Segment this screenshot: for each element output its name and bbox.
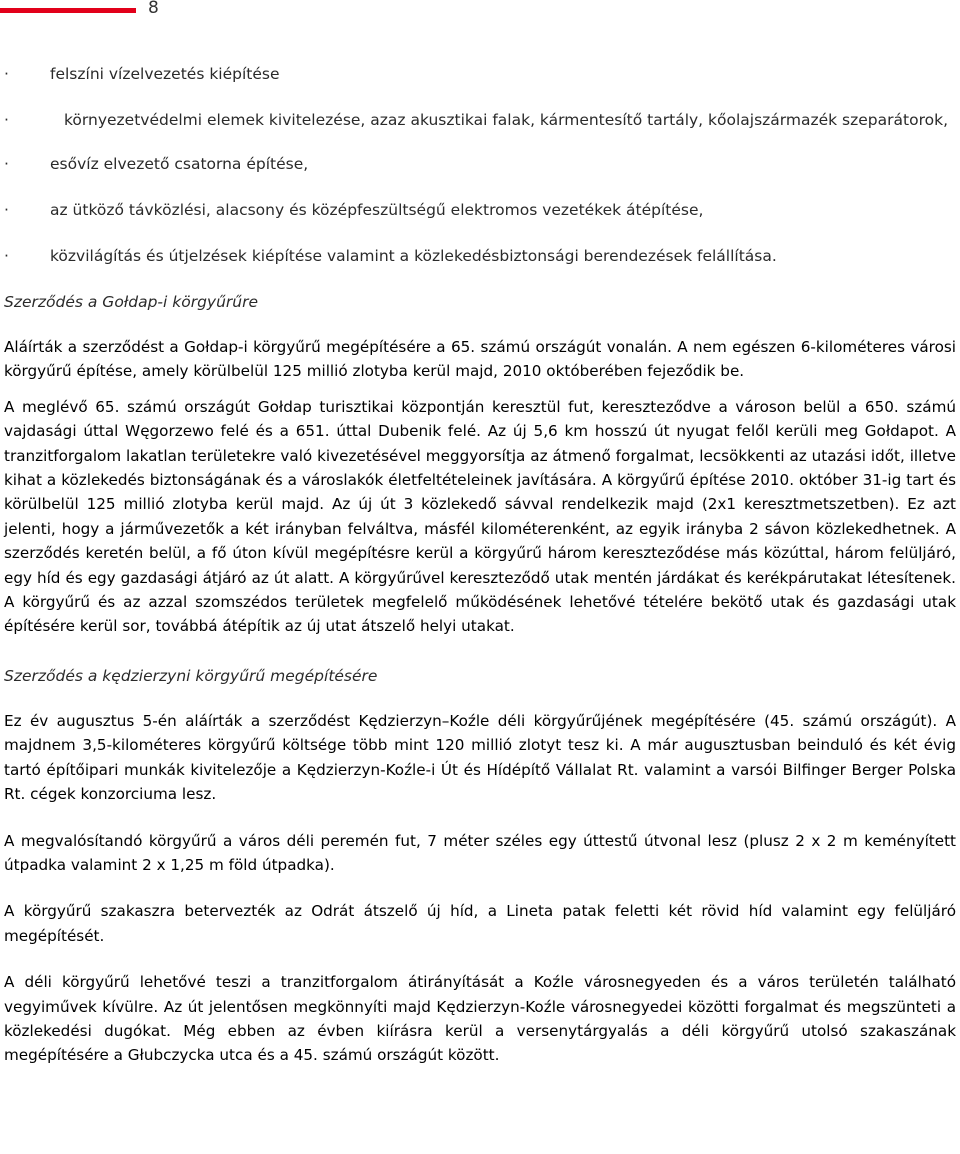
list-item [4,108,956,132]
bullet-list [4,62,956,268]
list-item-text: környezetvédelmi elemek kivitelezése, azaz akusztikai falak, kármentesítő tartály, kőolajszármazék szeparátorok, [64,111,948,129]
list-item [4,198,956,222]
list-item-text: az ütköző távközlési, alacsony és középfeszültségű elektromos vezetékek átépítése, [50,201,704,219]
section-heading-kedzierzyn: Szerződés a kędzierzyni körgyűrű megépítésére [4,666,378,685]
paragraph: Ez év augusztus 5-én aláírták a szerződést Kędzierzyn–Koźle déli körgyűrűjének megépítésére (45. számú országút). A majdnem 3,5-kilométeres körgyűrű költsége több mint 120 millió zlotyt tesz ki. A már augusztusban beinduló és két évig tartó építőipari munkák kivitelezője a Kędzierzyn-Koźle-i Út és Hídépítő Vállalat Rt. valamint a varsói Bilfinger Berger Polska Rt. cégek konzorciuma lesz. [4,711,956,804]
list-item [4,62,956,86]
page-header [0,0,960,24]
list-item [4,244,956,268]
header-accent-rule [0,8,136,13]
page-number: 8 [148,0,159,18]
list-item-text: felszíni vízelvezetés kiépítése [50,65,280,83]
document-body [4,62,956,1068]
list-item-text: esővíz elvezető csatorna építése, [50,155,309,173]
bullet-marker: · [4,155,9,173]
bullet-marker: · [4,247,9,265]
section-heading-goldap: Szerződés a Gołdap-i körgyűrűre [4,293,259,311]
paragraph: A megvalósítandó körgyűrű a város déli peremén fut, 7 méter széles egy úttestű útvonal lesz (plusz 2 x 2 m keményített útpadka valamint 2 x 1,25 m föld útpadka). [4,831,956,874]
bullet-marker: · [4,111,9,129]
bullet-marker: · [4,201,9,219]
list-item-text: közvilágítás és útjelzések kiépítése valamint a közlekedésbiztonsági berendezések felállítása. [50,247,777,265]
paragraph: A meglévő 65. számú országút Gołdap turisztikai központján keresztül fut, kereszteződve a városon belül a 650. számú vajdasági úttal Węgorzewo felé és a 651. úttal Dubenik felé. Az új 5,6 km hosszú út nyugat felől kerüli meg Gołdapot. A tranzitforgalom lakatlan területekre való kivezetésével meggyorsítja az átmenő forgalmat, lecsökkenti az utazási időt, illetve kihat a közlekedés biztonságának és a városlakók életfeltételeinek javítására. A körgyűrű építése 2010. október 31-ig tart és körülbelül 125 millió zlotyba kerül majd. Az új út 3 közlekedő sávval rendelkezik majd (2x1 keresztmetszetben). Ez azt jelenti, hogy a járművezetők a két irányban felváltva, másfél kilométerenként, az egyik irányba 2 sávon közlekedhetnek. A szerződés keretén belül, a fő úton kívül megépítésre kerül a körgyűrű három kereszteződése más közúttal, három felüljáró, egy híd és egy gazdasági átjáró az út alatt. A körgyűrűvel kereszteződő utak mentén járdákat és kerékpárutakat létesítenek. A körgyűrű és az azzal szomszédos területek megfelelő működésének lehetővé tételére bekötő utak és gazdasági utak építésére kerül sor, továbbá átépítik az új utat átszelő helyi utakat. [4,397,956,636]
paragraph: A déli körgyűrű lehetővé teszi a tranzitforgalom átirányítását a Koźle városnegyeden és a város területén található vegyiművek kívülre. Az út jelentősen megkönnyíti majd Kędzierzyn-Koźle városnegyedei közötti forgalmat és megszünteti a közlekedési dugókat. Még ebben az évben kiírásra kerül a versenytárgyalás a déli körgyűrű utolsó szakaszának megépítésére a Głubczycka utca és a 45. számú országút között. [4,973,956,1065]
bullet-marker: · [4,65,9,83]
paragraph: A körgyűrű szakaszra betervezték az Odrát átszelő új híd, a Lineta patak feletti két rövid híd valamint egy felüljáró megépítését. [4,902,956,945]
paragraph: Aláírták a szerződést a Gołdap-i körgyűrű megépítésére a 65. számú országút vonalán. A nem egészen 6-kilométeres városi körgyűrű építése, amely körülbelül 125 millió zlotyba kerül majd, 2010 októberében fejeződik be. [4,338,956,381]
list-item [4,152,956,176]
